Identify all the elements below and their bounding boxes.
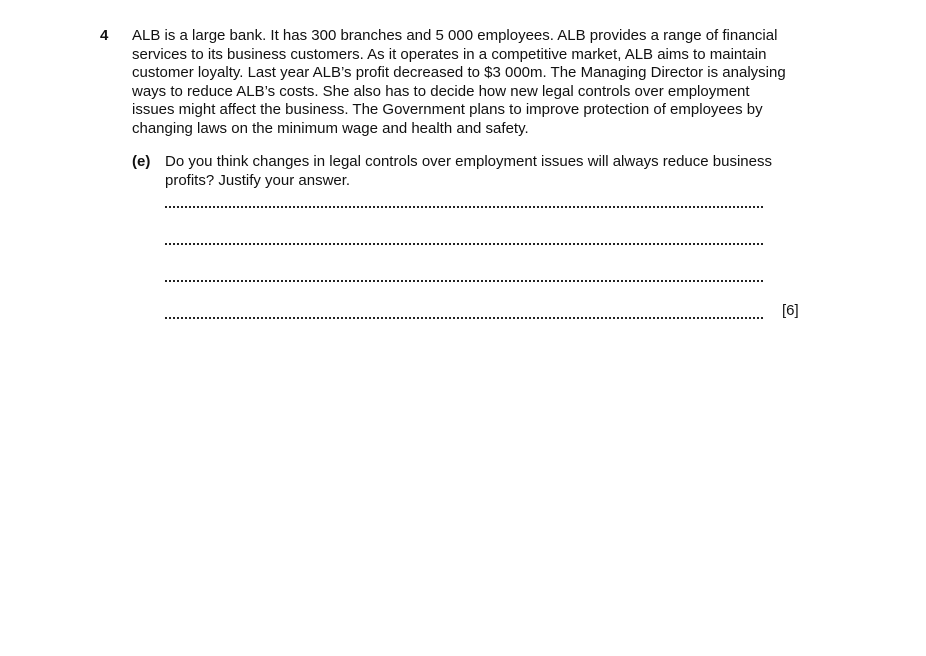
stem-line: ALB is a large bank. It has 300 branches and 5 000 employees. ALB provides a range of financial — [132, 27, 778, 44]
marks-allocation: [6] — [782, 302, 799, 319]
stem-line: ways to reduce ALB’s costs. She also has to decide how new legal controls over employment — [132, 82, 750, 100]
answer-line-2[interactable] — [165, 243, 763, 245]
part-text-line: profits? Justify your answer. — [165, 172, 351, 189]
answer-line-4[interactable] — [165, 317, 763, 319]
question-number: 4 — [100, 27, 109, 44]
question-stem — [132, 27, 812, 138]
stem-line: services to its business customers. As it operates in a competitive market, ALB aims to maintain — [132, 45, 767, 63]
stem-line: customer loyalty. Last year ALB’s profit decreased to $3 000m. The Managing Director is analysing — [132, 64, 786, 81]
answer-line-3[interactable] — [165, 280, 763, 282]
part-label: (e) — [132, 153, 151, 170]
stem-line: issues might affect the business. The Government plans to improve protection of employees by — [132, 101, 763, 118]
part-text-line: Do you think changes in legal controls over employment issues will always reduce business — [165, 153, 772, 170]
part-question-text — [165, 152, 815, 190]
stem-line: changing laws on the minimum wage and health and safety. — [132, 119, 529, 137]
answer-line-1[interactable] — [165, 206, 763, 208]
